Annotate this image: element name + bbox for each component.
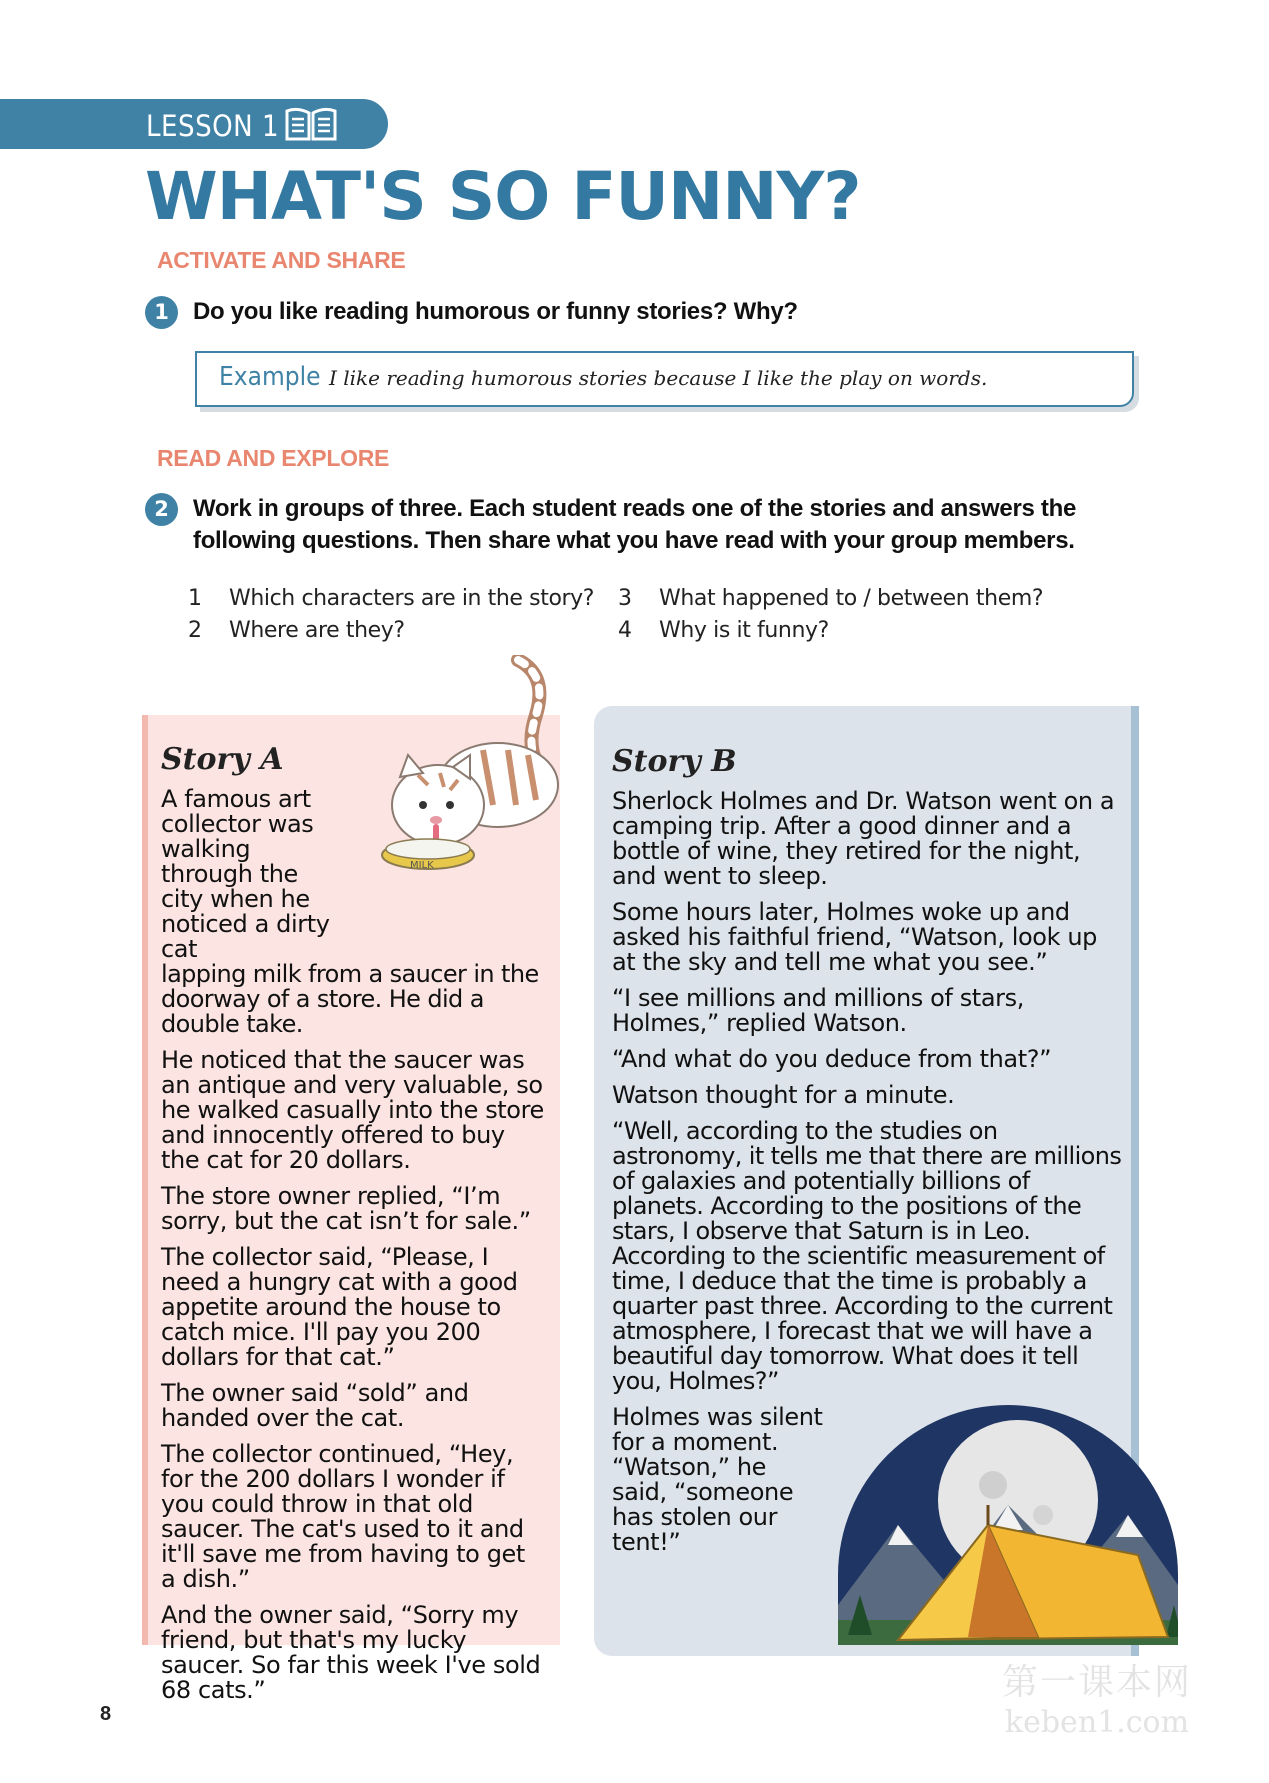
question-number-badge: 1: [145, 296, 178, 329]
story-b-paragraph: “I see millions and millions of stars, Holmes,” replied Watson.: [612, 984, 1024, 1037]
example-label: Example: [219, 362, 321, 392]
read-heading: READ AND EXPLORE: [157, 445, 390, 471]
page-title: WHAT'S SO FUNNY?: [145, 158, 861, 235]
story-b-paragraph: Sherlock Holmes and Dr. Watson went on a camping trip. After a good dinner and a bottle of wine, they retired for the night, and went to sleep.: [612, 787, 1115, 890]
question-1: Do you like reading humorous or funny stories? Why?: [193, 298, 798, 325]
watermark: 第一课本网 keben1.com: [1002, 1662, 1193, 1740]
story-a-paragraph: The store owner replied, “I’m sorry, but the cat isn’t for sale.”: [161, 1182, 531, 1235]
story-a-title: Story A: [161, 742, 284, 777]
story-a-paragraph: And the owner said, “Sorry my friend, but that's my lucky saucer. So far this week I've sold 68 cats.”: [161, 1601, 541, 1704]
tent-illustration: [838, 1405, 1188, 1645]
story-a-paragraph: A famous art collector was walking through the city when he noticed a dirty cat: [161, 785, 330, 963]
story-a-paragraph: The owner said “sold” and handed over the cat.: [161, 1379, 469, 1432]
example-box: [195, 351, 1134, 407]
story-b-paragraph: “And what do you deduce from that?”: [612, 1045, 1052, 1073]
page-number: 8: [100, 1703, 112, 1725]
story-a-paragraph: He noticed that the saucer was an antique and very valuable, so he walked casually into the store and innocently offered to buy the cat for 20 dollars.: [161, 1046, 544, 1174]
story-b-paragraph: Some hours later, Holmes woke up and asked his faithful friend, “Watson, look up at the sky and tell me what you see.”: [612, 898, 1097, 976]
question-2: Work in groups of three. Each student reads one of the stories and answers the following questions. Then share what you have read with your group members.: [193, 495, 1076, 554]
example-text: I like reading humorous stories because I like the play on words.: [329, 366, 988, 390]
cat-illustration: [378, 655, 578, 905]
question-number-badge: 2: [145, 493, 178, 526]
open-book-icon: [283, 107, 339, 143]
activate-heading: ACTIVATE AND SHARE: [157, 247, 406, 273]
lesson-tab: [0, 99, 388, 149]
story-b-paragraph: Holmes was silent for a moment. “Watson,” he said, “someone has stolen our tent!”: [612, 1403, 823, 1556]
story-b-paragraph: Watson thought for a minute.: [612, 1081, 955, 1109]
story-b-title: Story B: [612, 744, 737, 779]
lesson-label: LESSON 1: [146, 109, 280, 143]
story-a-paragraph: The collector said, “Please, I need a hungry cat with a good appetite around the house to catch mice. I'll pay you 200 dollars for that cat.”: [161, 1243, 518, 1371]
story-b-paragraph: “Well, according to the studies on astronomy, it tells me that there are millions of galaxies and potentially billions of planets. According to the positions of the stars, I observe that Saturn is in Leo. According to the scientific measurement of time, I deduce that the time is probably a quarter past three. According to the current atmosphere, I forecast that we will have a beautiful day tomorrow. What does it tell you, Holmes?”: [612, 1117, 1122, 1395]
story-a-paragraph: The collector continued, “Hey, for the 200 dollars I wonder if you could throw in that old saucer. The cat's used to it and it'll save me from having to get a dish.”: [161, 1440, 525, 1593]
story-a-paragraph-0: lapping milk from a saucer in the doorway of a store. He did a double take.: [161, 960, 539, 1038]
milk-label: MILK: [410, 860, 434, 871]
